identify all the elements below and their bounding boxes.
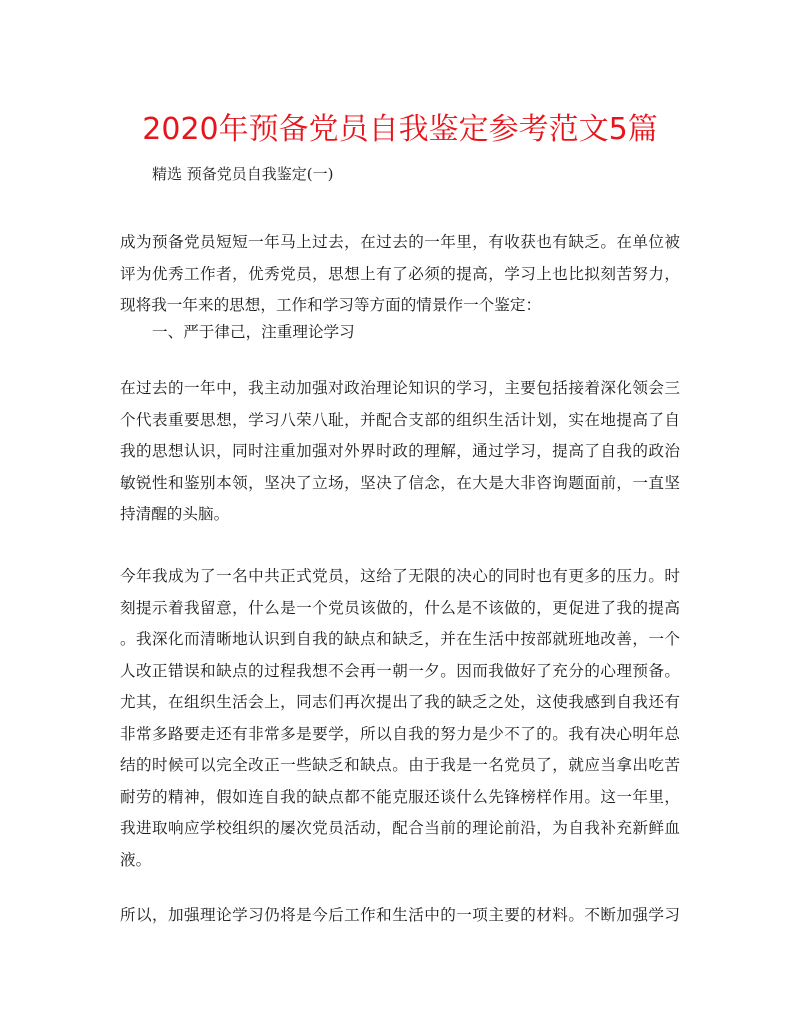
- paragraph-line: 我的思想认识，同时注重加强对外界时政的理解，通过学习，提高了自我的政治: [120, 442, 680, 460]
- paragraph-line: 液。: [120, 850, 152, 869]
- paragraph-line: 敏锐性和鉴别本领，坚决了立场，坚决了信念，在大是大非咨询题面前，一直坚: [120, 473, 680, 492]
- paragraph-line: 在过去的一年中，我主动加强对政治理论知识的学习，主要包括接着深化领会三: [120, 379, 680, 397]
- paragraph-line: 个代表重要思想，学习八荣八耻，并配合支部的组织生活计划，实在地提高了自: [120, 410, 680, 429]
- paragraph-line: 现将我一年来的思想，工作和学习等方面的情景作一个鉴定：: [120, 296, 542, 314]
- paragraph-line: 结的时候可以完全改正一些缺乏和缺点。由于我是一名党员了，就应当拿出吃苦: [120, 756, 680, 774]
- section-heading: 一、严于律己，注重理论学习: [152, 323, 355, 341]
- document-title: 2020年预备党员自我鉴定参考范文5篇: [142, 112, 658, 147]
- paragraph-line: 我进取响应学校组织的屡次党员活动，配合当前的理论前沿，为自我补充新鲜血: [120, 819, 680, 837]
- paragraph-line: 所以，加强理论学习仍将是今后工作和生活中的一项主要的材料。不断加强学习: [120, 906, 680, 924]
- document-subtitle: 精选 预备党员自我鉴定(一): [152, 165, 334, 183]
- paragraph-line: 尤其，在组织生活会上，同志们再次提出了我的缺乏之处，这使我感到自我还有: [120, 693, 680, 711]
- paragraph-line: 人改正错误和缺点的过程我想不会再一朝一夕。因而我做好了充分的心理预备。: [120, 661, 680, 680]
- paragraph-2: [120, 373, 680, 531]
- paragraph-4: [120, 900, 680, 932]
- paragraph-1: [120, 227, 680, 322]
- paragraph-line: 成为预备党员短短一年马上过去，在过去的一年里，有收获也有缺乏。在单位被: [120, 233, 680, 251]
- paragraph-line: 耐劳的精神，假如连自我的缺点都不能克服还谈什么先锋榜样作用。这一年里，: [120, 787, 680, 806]
- paragraph-line: 持清醒的头脑。: [120, 505, 230, 523]
- paragraph-line: 评为优秀工作者，优秀党员，思想上有了必须的提高，学习上也比拟刻苦努力，: [120, 264, 680, 283]
- paragraph-3: [120, 561, 680, 876]
- paragraph-line: 今年我成为了一名中共正式党员，这给了无限的决心的同时也有更多的压力。时: [120, 567, 680, 585]
- paragraph-line: 。我深化而清晰地认识到自我的缺点和缺乏，并在生活中按部就班地改善，一个: [120, 630, 680, 648]
- paragraph-line: 非常多路要走还有非常多是要学，所以自我的努力是少不了的。我有决心明年总: [120, 724, 680, 743]
- paragraph-line: 刻提示着我留意，什么是一个党员该做的，什么是不该做的，更促进了我的提高: [120, 598, 680, 617]
